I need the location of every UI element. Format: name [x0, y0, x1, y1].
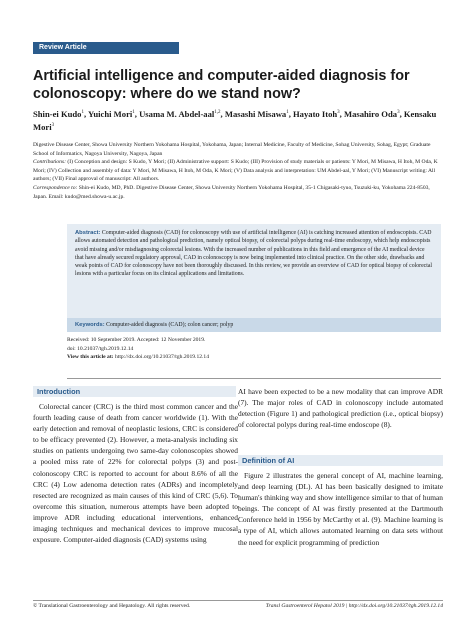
author-affil-sup: 1: [81, 110, 84, 115]
author-name[interactable]: Masashi Misawa: [224, 108, 287, 119]
definition-paragraph: Figure 2 illustrates the general concept of AI, machine learning, and deep learning (DL). AI has been basically designed to imitate human's thinking way and show intelligence similar to that of human beings. The concept of AI was firstly presented at the Dartmouth Conference held in 1956 by McCarthy et al. (9). Machine learning is a type of AI, which allows automated learning on data sets without the need for explicit programming of prediction: [238, 471, 443, 547]
introduction-heading: Introduction: [33, 386, 236, 397]
correspondence-text: Shin-ei Kudo, MD, PhD. Digestive Disease Center, Showa University Northern Yokohama Hospital, 35-1 Chigasaki-tyuo, Tsuzuki-ku, Yokohama 224-8503, Japan. Email: kudo@med.showa-u.ac.jp.: [33, 184, 430, 200]
article-title: Artificial intelligence and computer-aided diagnosis for colonoscopy: where do we stand now?: [33, 68, 410, 102]
author-name[interactable]: Shin-ei Kudo: [33, 108, 82, 119]
affiliations: Digestive Disease Center, Showa University Northern Yokohama Hospital, Yokohama, Japan; Internal Medicine, Faculty of Medicine, Sohag University, Sohag, Egypt; Graduate School of Informatics, Nagoya University, Nagoya, Japan: [33, 142, 431, 157]
footer-divider: [33, 600, 443, 601]
keywords-label: Keywords:: [75, 322, 105, 328]
contributions-text: (I) Conception and design: S Kudo, Y Mori; (II) Administrative support: S Kudo; (III) Provision of study materials or patients: Y Mori, M Misawa, H Itoh, M Oda, K Mori; (IV) Collection and assembly of data: Y Mori, M Misawa, H Itoh, M Oda, K Mori; (V) Data analysis and interpretation: UM Abdel-aal, Y Mori; (VI) Manuscript writing: All authors; (VII) Final approval of manuscript: All authors.: [33, 159, 438, 183]
keywords-box: [67, 318, 441, 332]
author-name[interactable]: Masahiro Oda: [343, 108, 398, 119]
contributions: [33, 158, 443, 184]
article-type-tag: Review Article: [33, 42, 179, 54]
journal-footer: Transl Gastroenterol Hepatol 2019 | http://dx.doi.org/10.21037/tgh.2019.12.14: [265, 603, 443, 609]
keywords-text: Computer-aided diagnosis (CAD); colon cancer; polyp: [106, 322, 234, 328]
author-name[interactable]: Kensaku Mori: [33, 108, 437, 132]
author-affil-sup: 1: [132, 110, 135, 115]
view-article-line: [67, 353, 441, 362]
author-affil-sup: 3: [51, 122, 55, 128]
abstract-text: Computer-aided diagnosis (CAD) for colonoscopy with use of artificial intelligence (AI) is catching increased attention of endoscopists. CAD allows automated detection and pathological prediction, namely optical biopsy, of colorectal polyps during real-time endoscopy, which help endoscopists avoid missing and/or misdiagnosing colorectal lesions. With the increased number of publications in this field and emergence of the AI medical device that have already secured regulatory approval, CAD in colonoscopy is now being implemented into clinical practice. On the other side, drawbacks and weak points of CAD for colonoscopy have not been thoroughly discussed. In this review, we provide an overview of CAD for optical biopsy of colorectal lesions with a particular focus on its clinical applications and limitations.: [75, 230, 433, 278]
author-list: Shin-ei Kudo$^1$, Yuichi Mori$^1$, Usama M. Abdel-aal$^{1,2}$, Masashi Misawa$^1$, Hayato Itoh$^3$, Masahiro Oda$^3$, Kensaku Mori$^3$: [33, 108, 437, 132]
author-name[interactable]: Hayato Itoh: [293, 108, 338, 119]
article-dates: [67, 336, 441, 362]
doi: doi: 10.21037/tgh.2019.12.14: [67, 345, 134, 352]
abstract-label: Abstract:: [75, 230, 101, 236]
intro-paragraph: Colorectal cancer (CRC) is the third most common cancer and the fourth leading cause of death from cancer worldwide (1). With the early detection and removal of neoplastic lesions, CRC is considered to be efficacy prevented (2). However, a meta-analysis including six studies on patients undergoing two same-day colonoscopies showed a pooled miss rate of 22% for colorectal polyps (3) and post-colonoscopy CRC is reported to account for about 8.6% of all the CRC (4) Low adenoma detection rates (ADRs) and incompletely resected are recognized as main causes of this kind of CRC (5,6). To overcome this situation, numerous attempts have been adopted to improve ADR including educational interventions, enhanced imaging techniques and mechanical devices to improve mucosal exposure. Computer-aided diagnosis (CAD) systems using: [33, 402, 238, 545]
view-url-link[interactable]: http://dx.doi.org/10.21037/tgh.2019.12.14: [114, 354, 210, 361]
author-affil-sup: 1: [286, 110, 289, 115]
author-affil-sup: 3: [337, 110, 340, 115]
view-label: View this article at:: [67, 354, 114, 361]
correspondence: [33, 184, 443, 201]
left-column: [33, 401, 238, 591]
author-name[interactable]: Usama M. Abdel-aal: [139, 108, 215, 119]
copyright-footer: © Translational Gastroenterology and Hepatology. All rights reserved.: [33, 603, 191, 609]
author-name[interactable]: Yuichi Mori: [87, 108, 133, 119]
author-affil-sup: 1,2: [214, 110, 221, 115]
contributions-label: Contributions:: [33, 159, 66, 166]
ai-expectation-paragraph: AI have been expected to be a new modality that can improve ADR (7). The major roles of CAD in colonoscopy include automated detection (Figure 1) and pathological prediction (i.e., optical biopsy) of colorectal polyps during real-time endoscope (8).: [238, 387, 443, 430]
author-affil-sup: 3: [397, 110, 400, 115]
affiliations-block: [33, 141, 443, 201]
definition-heading: Definition of AI: [238, 455, 443, 466]
divider: [67, 378, 441, 379]
right-column-top: [238, 386, 443, 430]
right-column-bottom: [238, 470, 443, 548]
abstract-box: [67, 224, 441, 318]
correspondence-label: Correspondence to:: [33, 184, 78, 191]
received-accepted: Received: 10 September 2019. Accepted: 12 November 2019.: [67, 337, 206, 343]
